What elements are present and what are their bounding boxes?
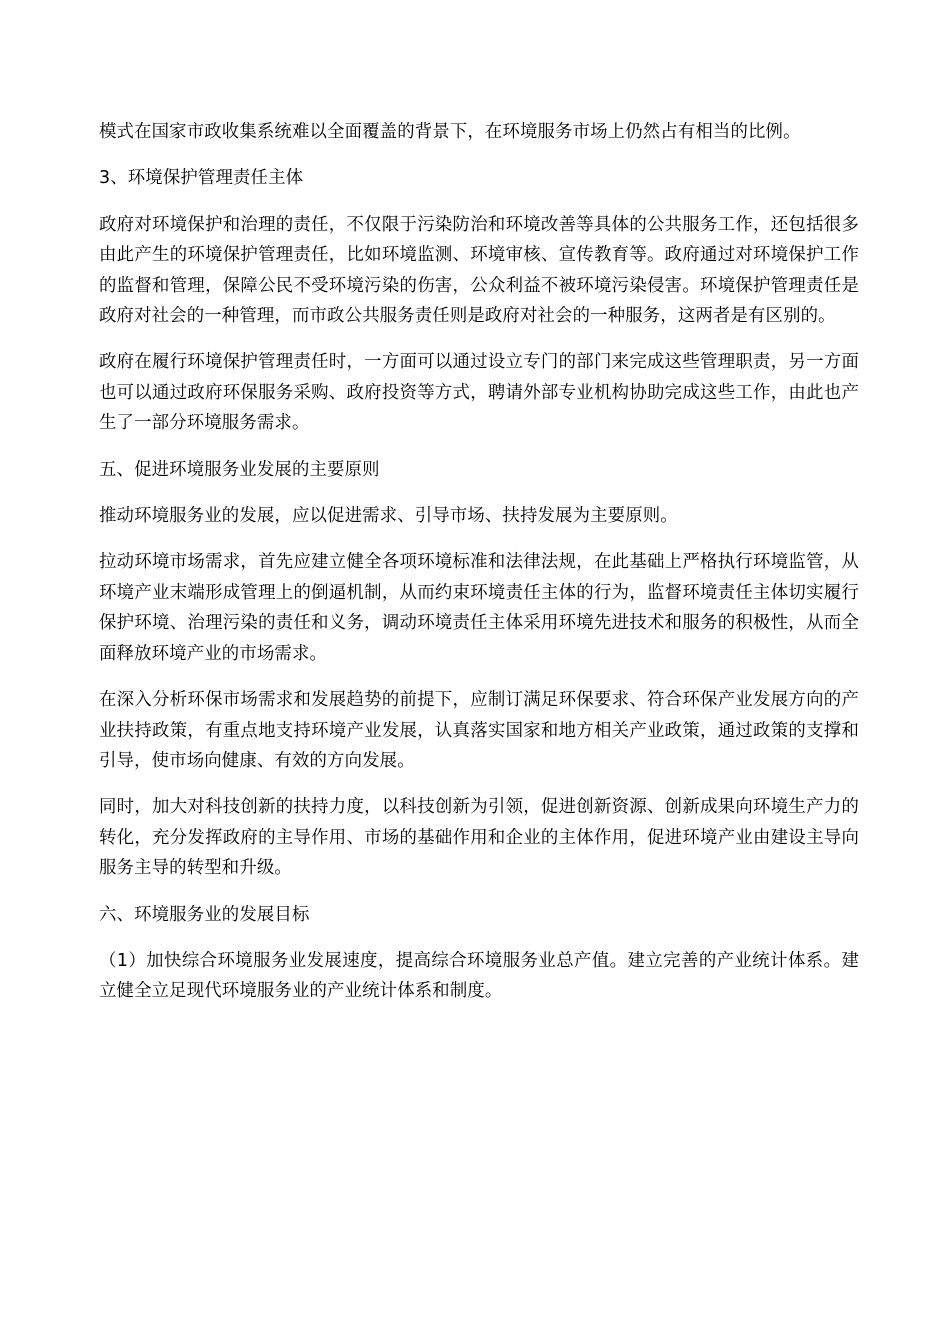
heading-section-5: 五、促进环境服务业发展的主要原则 — [99, 459, 380, 480]
document-page — [99, 117, 859, 1023]
heading-section-6: 六、环境服务业的发展目标 — [99, 904, 310, 925]
paragraph-continuation: 模式在国家市政收集系统难以全面覆盖的背景下，在环境服务市场上仍然占有相当的比例。 — [99, 122, 801, 142]
paragraph-management-duties: 政府在履行环境保护管理责任时，一方面可以通过设立专门的部门来完成这些管理职责，另一方面也可以通过政府环保服务采购、政府投资等方式，聘请外部专业机构协助完成这些工作，由此也产生了一部分环境服务需求。 — [99, 352, 859, 434]
paragraph-main-principles: 推动环境服务业的发展，应以促进需求、引导市场、扶持发展为主要原则。 — [99, 506, 678, 527]
paragraph-government-responsibility: 政府对环境保护和治理的责任，不仅限于污染防治和环境改善等具体的公共服务工作，还包括很多由此产生的环境保护管理责任，比如环境监测、环境审核、宣传教育等。政府通过对环境保护工作的监督和管理，保障公民不受环境污染的伤害，公众利益不被环境污染侵害。环境保护管理责任是政府对社会的一种管理，而市政公共服务责任则是政府对社会的一种服务，这两者是有区别的。 — [99, 214, 859, 327]
paragraph-industry-policy: 在深入分析环保市场需求和发展趋势的前提下，应制订满足环保要求、符合环保产业发展方向的产业扶持政策，有重点地支持环境产业发展，认真落实国家和地方相关产业政策，通过政策的支撑和引导，使市场向健康、有效的方向发展。 — [99, 690, 859, 771]
paragraph-innovation: 同时，加大对科技创新的扶持力度，以科技创新为引领，促进创新资源、创新成果向环境生产力的转化，充分发挥政府的主导作用、市场的基础作用和企业的主体作用，促进环境产业由建设主导向服务主导的转型和升级。 — [99, 797, 859, 879]
paragraph-market-demand: 拉动环境市场需求，首先应建立健全各项环境标准和法律法规，在此基础上严格执行环境监管，从环境产业末端形成管理上的倒逼机制，从而约束环境责任主体的行为，监督环境责任主体切实履行保护环境、治理污染的责任和义务，调动环境责任主体采用环境先进技术和服务的积极性，从而全面释放环境产业的市场需求。 — [99, 552, 859, 664]
paragraph-goal-1: （1）加快综合环境服务业发展速度，提高综合环境服务业总产值。建立完善的产业统计体系。建立健全立足现代环境服务业的产业统计体系和制度。 — [99, 950, 859, 1002]
heading-section-3: 3、环境保护管理责任主体 — [99, 168, 304, 189]
